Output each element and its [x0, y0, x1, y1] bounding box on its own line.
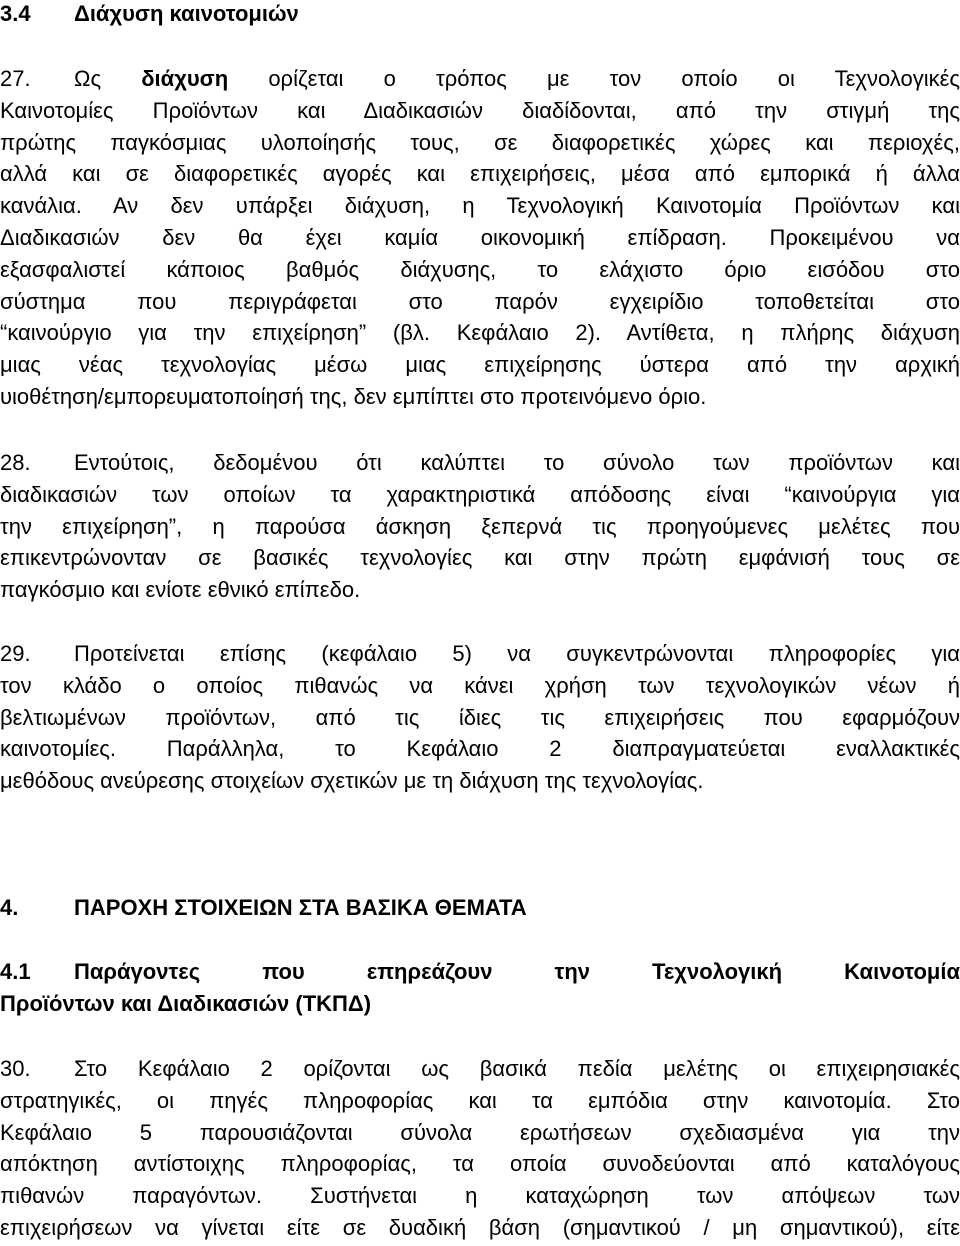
paragraph-line: πιθανών παραγόντων. Συστήνεται η καταχώρηση των απόψεων των	[0, 1183, 960, 1209]
section-number: 4.	[0, 895, 19, 920]
section-title: Διάχυση καινοτομιών	[74, 1, 299, 26]
text-segment: Ως	[74, 66, 142, 91]
paragraph-line: υιοθέτηση/εμπορευματοποίησή της, δεν εμπίπτει στο προτεινόμενο όριο.	[0, 383, 707, 409]
paragraph-line	[0, 638, 960, 670]
paragraph-number: 30.	[0, 1056, 31, 1081]
paragraph-27	[0, 63, 960, 413]
section-title: ΠΑΡΟΧΗ ΣΤΟΙΧΕΙΩΝ ΣΤΑ ΒΑΣΙΚΑ ΘΕΜΑΤΑ	[74, 895, 527, 920]
paragraph-line: κανάλια. Αν δεν υπάρξει διάχυση, η Τεχνολογική Καινοτομία Προϊόντων και	[0, 193, 960, 219]
paragraph-line: την επιχείρηση”, η παρούσα άσκηση ξεπερνά τις προηγούμενες μελέτες που	[0, 513, 960, 539]
paragraph-29	[0, 638, 960, 797]
paragraph-line: διαδικασιών των οποίων τα χαρακτηριστικά απόδοσης είναι “καινούργια για	[0, 481, 960, 507]
paragraph-line	[0, 447, 960, 479]
paragraph-line: απόκτηση αντίστοιχης πληροφορίας, τα οποία συνοδεύονται από καταλόγους	[0, 1151, 960, 1177]
heading-line	[0, 956, 960, 988]
paragraph-number: 29.	[0, 641, 31, 666]
paragraph-line: βελτιωμένων προϊόντων, από τις ίδιες τις επιχειρήσεις που εφαρμόζουν	[0, 704, 960, 730]
paragraph-line: παγκόσμιο και ενίοτε εθνικό επίπεδο.	[0, 577, 361, 603]
section-title: Παράγοντες που επηρεάζουν την Τεχνολογική Καινοτομία	[74, 959, 960, 984]
paragraph-line: αλλά και σε διαφορετικές αγορές και επιχειρήσεις, μέσα από εμπορικά ή άλλα	[0, 161, 960, 187]
heading-line: Προϊόντων και Διαδικασιών (ΤΚΠΔ)	[0, 991, 372, 1016]
section-number: 4.1	[0, 959, 31, 984]
paragraph-line: “καινούργιο για την επιχείρηση” (βλ. Κεφάλαιο 2). Αντίθετα, η πλήρης διάχυση	[0, 320, 960, 346]
section-heading-3-4	[0, 0, 299, 30]
paragraph-line: επικεντρώνονταν σε βασικές τεχνολογίες και στην πρώτη εμφάνισή τους σε	[0, 545, 960, 571]
paragraph-line: τον κλάδο ο οποίος πιθανώς να κάνει χρήση των τεχνολογικών νέων ή	[0, 672, 960, 698]
paragraph-line: μεθόδους ανεύρεσης στοιχείων σχετικών με τη διάχυση της τεχνολογίας.	[0, 768, 704, 794]
paragraph-line	[0, 63, 960, 95]
text-segment: Στο Κεφάλαιο 2 ορίζονται ως βασικά πεδία μελέτης οι επιχειρησιακές	[74, 1056, 960, 1081]
paragraph-line: επιχειρήσεων να γίνεται είτε σε δυαδική βάση (σημαντικού / μη σημαντικού), είτε	[0, 1214, 960, 1240]
section-heading-4	[0, 892, 527, 924]
text-segment: Προτείνεται επίσης (κεφάλαιο 5) να συγκεντρώνονται πληροφορίες για	[74, 641, 960, 666]
bold-term: διάχυση	[141, 66, 229, 91]
paragraph-line: σύστημα που περιγράφεται στο παρόν εγχειρίδιο τοποθετείται στο	[0, 288, 960, 314]
paragraph-line: εξασφαλιστεί κάποιος βαθμός διάχυσης, το ελάχιστο όριο εισόδου στο	[0, 256, 960, 282]
paragraph-line: στρατηγικές, οι πηγές πληροφορίας και τα εμπόδια στην καινοτομία. Στο	[0, 1087, 960, 1113]
section-number: 3.4	[0, 1, 31, 26]
paragraph-number: 28.	[0, 450, 31, 475]
paragraph-line: Διαδικασιών δεν θα έχει καμία οικονομική επίδραση. Προκειμένου να	[0, 224, 960, 250]
paragraph-line: καινοτομίες. Παράλληλα, το Κεφάλαιο 2 διαπραγματεύεται εναλλακτικές	[0, 736, 960, 762]
paragraph-28	[0, 447, 960, 606]
paragraph-line: μιας νέας τεχνολογίας μέσω μιας επιχείρησης ύστερα από την αρχική	[0, 352, 960, 378]
paragraph-line: Κεφάλαιο 5 παρουσιάζονται σύνολα ερωτήσεων σχεδιασμένα για την	[0, 1119, 960, 1145]
text-segment: Εντούτοις, δεδομένου ότι καλύπτει το σύνολο των προϊόντων και	[74, 450, 960, 475]
paragraph-line: Καινοτομίες Προϊόντων και Διαδικασιών διαδίδονται, από την στιγμή της	[0, 97, 960, 123]
section-heading-4-1	[0, 956, 960, 1020]
paragraph-line: πρώτης παγκόσμιας υλοποίησής τους, σε διαφορετικές χώρες και περιοχές,	[0, 129, 960, 155]
text-segment: ορίζεται ο τρόπος με τον οποίο οι Τεχνολογικές	[228, 66, 960, 91]
paragraph-line	[0, 1053, 960, 1085]
paragraph-number: 27.	[0, 66, 31, 91]
paragraph-30	[0, 1053, 960, 1244]
